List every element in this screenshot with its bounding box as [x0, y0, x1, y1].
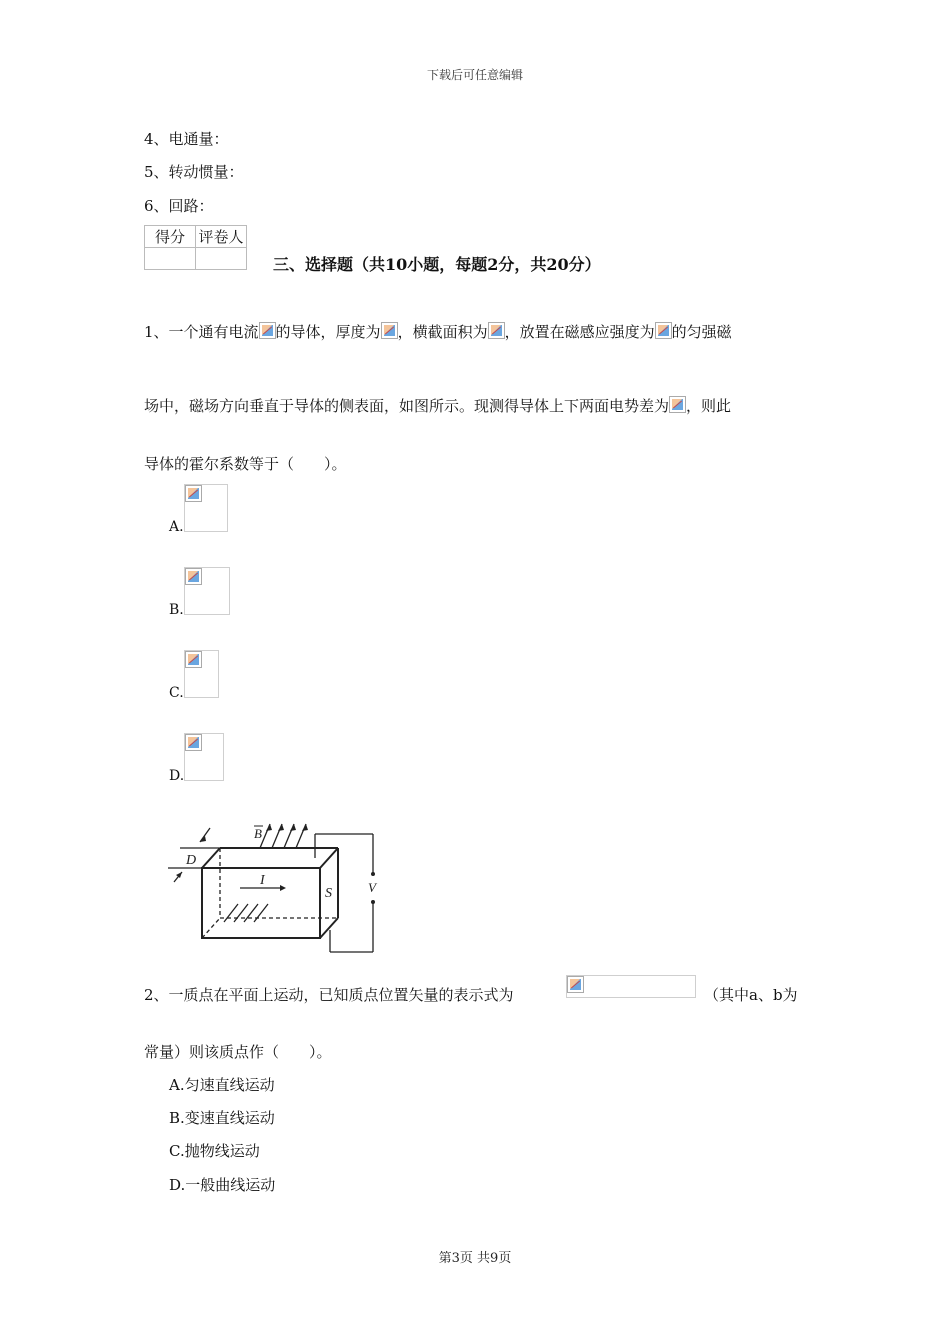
- q2-formula-image: [566, 975, 696, 998]
- q1-line1: [144, 321, 732, 342]
- broken-image-icon: [655, 322, 672, 339]
- q2-text: 2、一质点在平面上运动，已知质点位置矢量的表示式为: [144, 986, 514, 1004]
- q1-text: 1、一个通有电流: [144, 323, 259, 341]
- hall-effect-figure: [160, 812, 390, 960]
- score-cell: [145, 248, 196, 270]
- label-V: V: [368, 880, 376, 895]
- grader-header: 评卷人: [196, 226, 247, 248]
- q2-text: （其中a、b为: [704, 986, 798, 1004]
- q1-option-d-image: [184, 733, 224, 781]
- q1-option-c-image: [184, 650, 219, 698]
- broken-image-icon: [259, 322, 276, 339]
- broken-image-icon: [185, 485, 202, 502]
- q1-text: ，则此: [686, 397, 732, 415]
- q1-text: ，横截面积为: [397, 323, 488, 341]
- q1-option-b-label: B.: [169, 602, 184, 618]
- definition-item: 6、回路：: [144, 197, 214, 215]
- broken-image-icon: [488, 322, 505, 339]
- q1-line2: [144, 395, 731, 416]
- broken-image-icon: [669, 396, 686, 413]
- q1-line3: 导体的霍尔系数等于（ ）。: [144, 455, 347, 473]
- q1-option-a-image: [184, 484, 228, 532]
- q2-line1: [144, 984, 514, 1005]
- q2-line2: 常量）则该质点作（ ）。: [144, 1043, 332, 1061]
- label-D: D: [186, 853, 197, 868]
- q2-option-b: B.变速直线运动: [169, 1109, 275, 1127]
- definition-item: 5、转动惯量：: [144, 163, 244, 181]
- q1-text: ，放置在磁感应强度为: [504, 323, 655, 341]
- q1-text: 场中，磁场方向垂直于导体的侧表面，如图所示。现测得导体上下两面电势差为: [144, 397, 670, 415]
- q1-option-d-label: D.: [169, 768, 185, 784]
- label-S: S: [325, 886, 332, 901]
- q1-text: 的匀强磁: [671, 323, 732, 341]
- q2-option-d: D.一般曲线运动: [169, 1176, 276, 1194]
- broken-image-icon: [185, 734, 202, 751]
- q2-option-a: A.匀速直线运动: [169, 1076, 275, 1094]
- broken-image-icon: [185, 651, 202, 668]
- broken-image-icon: [567, 976, 584, 993]
- grader-cell: [196, 248, 247, 270]
- broken-image-icon: [381, 322, 398, 339]
- page-header: 下载后可任意编辑: [426, 68, 523, 82]
- q1-option-a-label: A.: [169, 519, 184, 535]
- q1-option-c-label: C.: [169, 685, 184, 701]
- score-header: 得分: [145, 226, 196, 248]
- label-B: B: [254, 826, 262, 841]
- page-footer: 第3页 共9页: [438, 1251, 512, 1266]
- broken-image-icon: [185, 568, 202, 585]
- q2-option-c: C.抛物线运动: [169, 1142, 260, 1160]
- label-I: I: [260, 873, 265, 888]
- section-title: 三、选择题（共10小题，每题2分，共20分）: [273, 255, 601, 274]
- score-table: [144, 225, 247, 270]
- q1-option-b-image: [184, 567, 230, 615]
- definition-item: 4、电通量：: [144, 130, 229, 148]
- q1-text: 的导体，厚度为: [275, 323, 381, 341]
